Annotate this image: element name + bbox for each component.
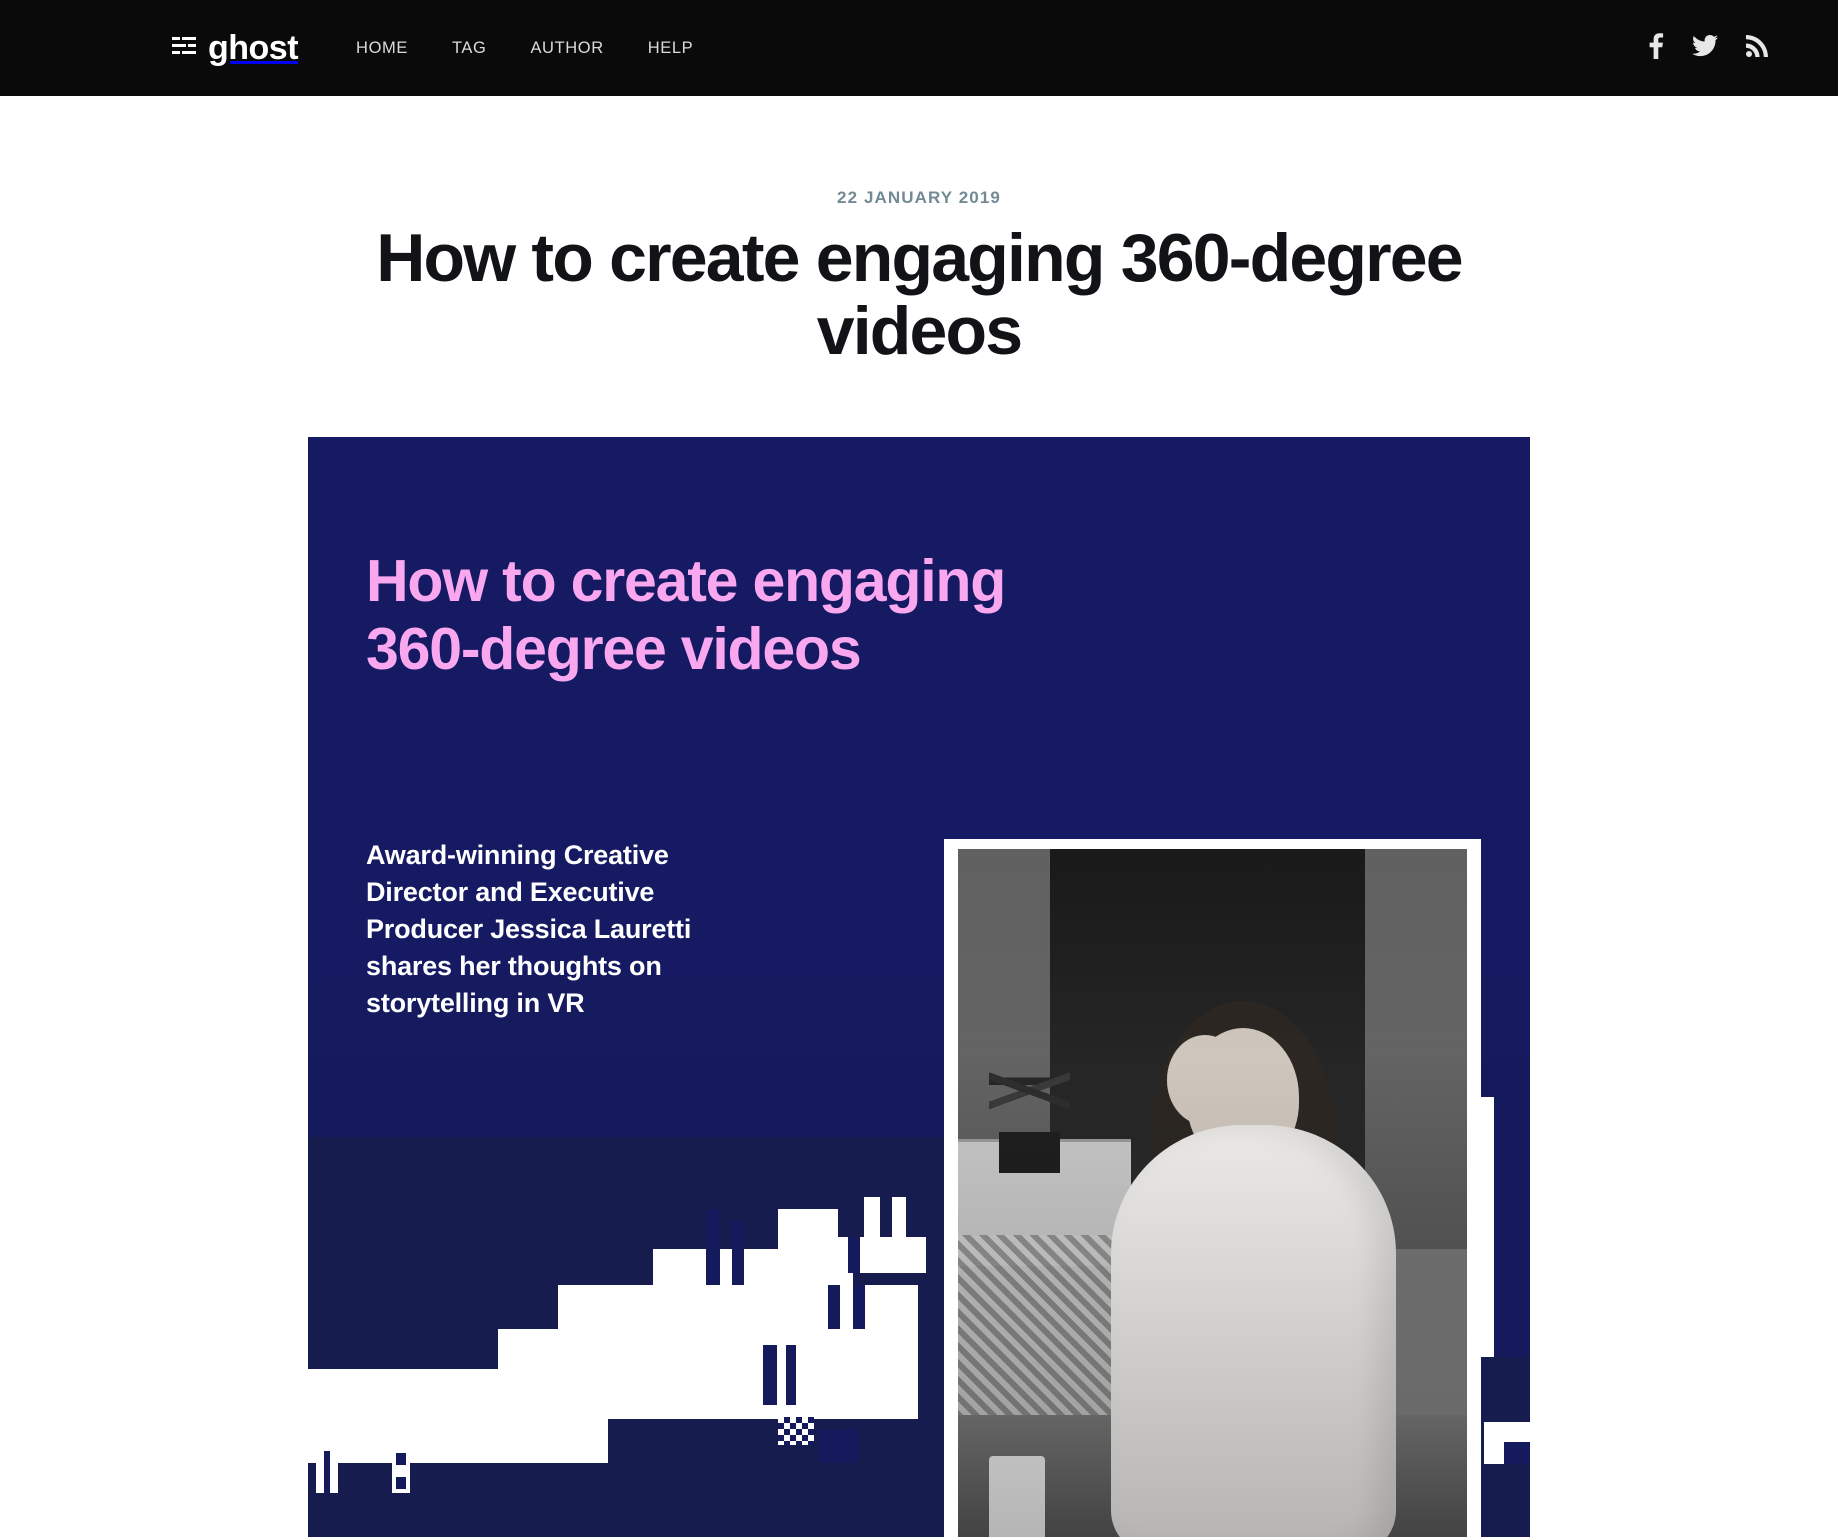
- feature-subhead: Award-winning Creative Director and Executive Producer Jessica Lauretti shares her thoughts on storytelling in VR: [366, 839, 692, 1018]
- nav-item-help[interactable]: HELP: [647, 38, 694, 57]
- glitch-block: [1494, 1097, 1530, 1357]
- primary-navigation: [334, 29, 715, 68]
- glitch-block: [308, 1419, 608, 1463]
- glitch-block: [308, 1369, 918, 1419]
- nav-item-home[interactable]: HOME: [356, 38, 408, 57]
- nav-item-author[interactable]: AUTHOR: [530, 38, 604, 57]
- glitch-block: [818, 1429, 858, 1463]
- site-header: [0, 0, 1838, 96]
- glitch-block: [763, 1345, 777, 1405]
- glitch-block: [706, 1209, 720, 1285]
- glitch-block: [883, 1355, 897, 1369]
- post-date: 22 JANUARY 2019: [837, 188, 1001, 207]
- glitch-block-checker: [778, 1417, 814, 1445]
- feature-photo: [958, 849, 1467, 1537]
- page-title: How to create engaging 360-degree videos: [376, 220, 1462, 370]
- social-links: [1648, 33, 1768, 64]
- glitch-block: [786, 1345, 796, 1405]
- glitch-block: [853, 1285, 865, 1329]
- glitch-block: [1504, 1442, 1530, 1464]
- glitch-block: [833, 1355, 873, 1369]
- feature-headline: How to create engaging 360-degree videos: [366, 547, 1006, 683]
- site-logo-link[interactable]: [172, 31, 298, 65]
- feature-image-canvas: [308, 437, 1530, 1537]
- rss-icon[interactable]: [1746, 35, 1768, 62]
- site-title: ghost: [208, 29, 299, 67]
- glitch-block: [396, 1453, 406, 1465]
- nav-item-tag[interactable]: TAG: [451, 38, 487, 57]
- glitch-block: [816, 1237, 926, 1273]
- ghost-logo-icon: [172, 35, 198, 62]
- glitch-block: [732, 1221, 744, 1285]
- post-article: [0, 96, 1838, 1537]
- post-feature-image: [308, 437, 1530, 1537]
- glitch-block: [828, 1285, 840, 1329]
- glitch-block: [324, 1451, 330, 1493]
- glitch-block: [396, 1477, 406, 1489]
- glitch-block: [848, 1237, 860, 1273]
- facebook-icon[interactable]: [1648, 33, 1664, 64]
- post-header: [0, 96, 1838, 369]
- feature-photo-frame: [944, 839, 1481, 1537]
- twitter-icon[interactable]: [1692, 35, 1718, 62]
